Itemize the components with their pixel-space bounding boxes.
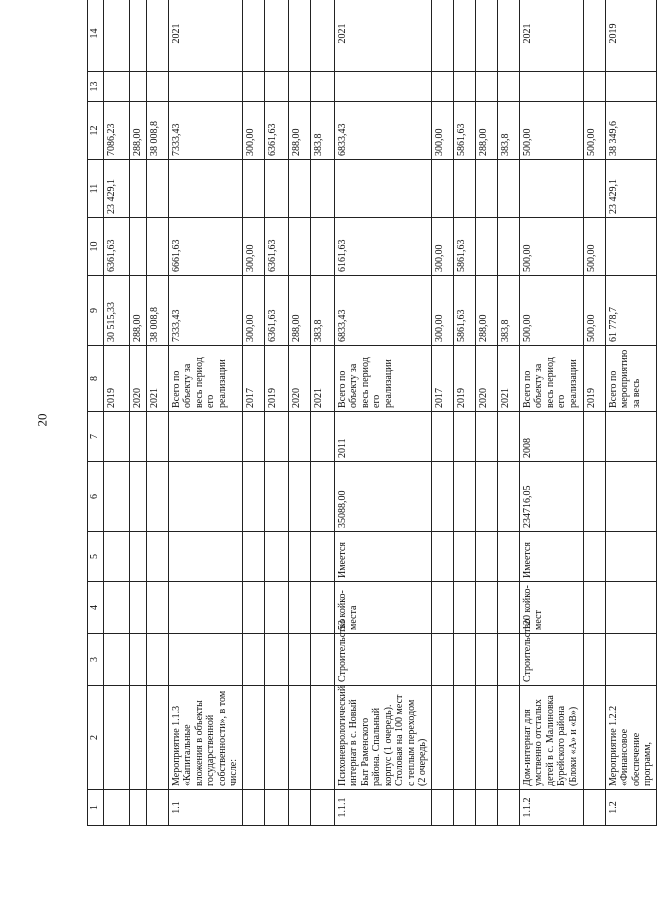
table-cell: 288,00 xyxy=(130,276,147,346)
table-cell xyxy=(310,634,334,686)
table-cell: 2019 xyxy=(583,346,605,412)
table-cell xyxy=(605,412,656,462)
table-cell xyxy=(288,72,310,102)
table-cell: 38 349,6 xyxy=(605,102,656,160)
table-cell: 38 008,8 xyxy=(146,102,168,160)
table-cell xyxy=(104,686,130,790)
table-cell xyxy=(146,634,168,686)
table-row xyxy=(605,0,656,826)
table-cell xyxy=(310,582,334,634)
table-cell xyxy=(310,160,334,218)
table-cell xyxy=(130,218,147,276)
table-cell xyxy=(431,412,453,462)
table-cell xyxy=(168,532,242,582)
table-cell xyxy=(104,0,130,72)
table-cell: 288,00 xyxy=(288,276,310,346)
table-cell: 7086,23 xyxy=(104,102,130,160)
table-cell xyxy=(519,160,583,218)
col-header: 8 xyxy=(88,346,104,412)
table-cell xyxy=(130,0,147,72)
table-cell xyxy=(497,790,519,826)
table-cell xyxy=(453,412,475,462)
table-row xyxy=(146,0,168,826)
table-cell xyxy=(431,0,453,72)
table-cell xyxy=(497,582,519,634)
table-cell xyxy=(104,790,130,826)
rotated-table-container xyxy=(87,23,653,826)
table-cell xyxy=(146,462,168,532)
table-cell xyxy=(130,582,147,634)
table-cell xyxy=(168,582,242,634)
table-cell xyxy=(431,462,453,532)
table-cell xyxy=(497,160,519,218)
table-cell xyxy=(168,634,242,686)
table-cell: 288,00 xyxy=(288,102,310,160)
table-cell: 5861,63 xyxy=(453,218,475,276)
table-cell xyxy=(104,582,130,634)
table-cell: 2017 xyxy=(242,346,264,412)
table-cell xyxy=(146,412,168,462)
table-cell xyxy=(453,790,475,826)
table-cell xyxy=(583,582,605,634)
table-cell: 53 койко-места xyxy=(334,582,431,634)
table-cell xyxy=(242,686,264,790)
table-cell xyxy=(431,160,453,218)
table-cell xyxy=(453,462,475,532)
table-cell xyxy=(264,582,288,634)
table-cell xyxy=(431,532,453,582)
col-header: 11 xyxy=(88,160,104,218)
table-cell: 383,8 xyxy=(310,102,334,160)
table-cell: 2019 xyxy=(453,346,475,412)
table-cell: 2021 xyxy=(334,0,431,72)
table-cell xyxy=(242,72,264,102)
table-cell: 35088,00 xyxy=(334,462,431,532)
table-cell xyxy=(497,686,519,790)
table-cell: 120 койко-мест xyxy=(519,582,583,634)
table-cell xyxy=(168,412,242,462)
table-cell: 383,8 xyxy=(497,276,519,346)
table-row xyxy=(104,0,130,826)
col-header: 3 xyxy=(88,634,104,686)
table-row xyxy=(431,0,453,826)
table-cell: 6833,43 xyxy=(334,276,431,346)
table-cell xyxy=(310,72,334,102)
table-cell xyxy=(242,412,264,462)
table-cell: 300,00 xyxy=(431,102,453,160)
table-cell: 23 429,1 xyxy=(605,160,656,218)
table-row xyxy=(497,0,519,826)
table-cell xyxy=(242,634,264,686)
table-cell: 1.1.1 xyxy=(334,790,431,826)
table-row xyxy=(453,0,475,826)
table-row xyxy=(583,0,605,826)
table-cell: 500,00 xyxy=(583,218,605,276)
table-cell: Всего по объекту за весь период его реализации xyxy=(168,346,242,412)
table-cell xyxy=(242,160,264,218)
table-cell xyxy=(242,532,264,582)
table-cell: 2021 xyxy=(519,0,583,72)
table-cell xyxy=(497,72,519,102)
table-cell xyxy=(242,790,264,826)
table-cell xyxy=(264,532,288,582)
table-cell xyxy=(310,0,334,72)
table-cell: 2008 xyxy=(519,412,583,462)
table-cell xyxy=(475,462,497,532)
col-header: 13 xyxy=(88,72,104,102)
table-cell xyxy=(146,790,168,826)
table-cell xyxy=(605,72,656,102)
table-cell xyxy=(583,462,605,532)
table-cell xyxy=(431,634,453,686)
table-cell xyxy=(475,160,497,218)
table-cell xyxy=(310,532,334,582)
table-cell: 6361,63 xyxy=(264,102,288,160)
table-cell xyxy=(264,462,288,532)
table-cell: 500,00 xyxy=(583,102,605,160)
table-cell xyxy=(310,462,334,532)
table-cell xyxy=(146,218,168,276)
table-cell xyxy=(583,686,605,790)
table-cell xyxy=(130,686,147,790)
table-cell xyxy=(475,582,497,634)
table-cell: 23 429,1 xyxy=(104,160,130,218)
table-cell: Имеется xyxy=(334,532,431,582)
table-cell: Психоневрологический интернат в с. Новый Быт Раменского района. Спальный корпус (1 очередь). Столовая на 100 мест с теплым переходом (2 очередь) xyxy=(334,686,431,790)
table-cell: 500,00 xyxy=(519,102,583,160)
col-header: 5 xyxy=(88,532,104,582)
table-cell: 2017 xyxy=(431,346,453,412)
table-cell: 7333,43 xyxy=(168,276,242,346)
table-cell: 6361,63 xyxy=(264,218,288,276)
table-row xyxy=(334,0,431,826)
table-cell xyxy=(168,72,242,102)
table-cell xyxy=(605,462,656,532)
table-cell: 1.1 xyxy=(168,790,242,826)
table-cell xyxy=(497,218,519,276)
table-cell xyxy=(497,462,519,532)
table-cell xyxy=(104,634,130,686)
table-cell xyxy=(475,412,497,462)
table-cell: 6833,43 xyxy=(334,102,431,160)
table-cell: 234716,05 xyxy=(519,462,583,532)
table-cell xyxy=(475,218,497,276)
table-cell: Строительство xyxy=(334,634,431,686)
table-cell: 300,00 xyxy=(431,218,453,276)
page-number: 20 xyxy=(34,413,50,427)
table-cell xyxy=(497,412,519,462)
table-cell xyxy=(453,160,475,218)
table-cell xyxy=(288,790,310,826)
table-cell xyxy=(242,462,264,532)
table-cell: 500,00 xyxy=(519,218,583,276)
table-cell xyxy=(431,72,453,102)
table-row xyxy=(519,0,583,826)
table-cell xyxy=(583,412,605,462)
table-cell xyxy=(605,582,656,634)
table-cell: 300,00 xyxy=(242,102,264,160)
table-cell xyxy=(605,218,656,276)
col-header: 1 xyxy=(88,790,104,826)
table-cell: 6161,63 xyxy=(334,218,431,276)
table-cell xyxy=(453,582,475,634)
table-cell: 2019 xyxy=(104,346,130,412)
table-cell xyxy=(497,532,519,582)
table-cell xyxy=(288,412,310,462)
table-cell: 6661,63 xyxy=(168,218,242,276)
table-cell xyxy=(168,160,242,218)
table-cell xyxy=(242,582,264,634)
table-cell: 5861,63 xyxy=(453,276,475,346)
table-row xyxy=(130,0,147,826)
table-cell xyxy=(146,532,168,582)
table-cell xyxy=(310,790,334,826)
table-row xyxy=(475,0,497,826)
table-cell xyxy=(264,686,288,790)
table-cell xyxy=(583,532,605,582)
table-cell xyxy=(453,686,475,790)
table-cell: 2021 xyxy=(168,0,242,72)
col-header: 10 xyxy=(88,218,104,276)
table-cell xyxy=(310,686,334,790)
table-body xyxy=(104,0,657,826)
table-cell: 30 515,33 xyxy=(104,276,130,346)
table-cell xyxy=(583,790,605,826)
table-cell xyxy=(497,0,519,72)
table-row xyxy=(168,0,242,826)
table-cell xyxy=(453,634,475,686)
table-cell xyxy=(104,72,130,102)
table-cell xyxy=(130,72,147,102)
table-cell xyxy=(605,532,656,582)
table-cell xyxy=(288,160,310,218)
table-cell: 5861,63 xyxy=(453,102,475,160)
table-cell: 300,00 xyxy=(242,218,264,276)
table-cell xyxy=(130,790,147,826)
table-cell: 1.2 xyxy=(605,790,656,826)
table-cell xyxy=(288,0,310,72)
table-cell: 383,8 xyxy=(497,102,519,160)
table-cell xyxy=(475,532,497,582)
table-cell xyxy=(310,412,334,462)
table-cell xyxy=(288,686,310,790)
table-cell xyxy=(475,686,497,790)
table-cell: 2011 xyxy=(334,412,431,462)
table-cell xyxy=(264,0,288,72)
col-header: 4 xyxy=(88,582,104,634)
table-cell: Мероприятие 1.2.2 «Финансовое обеспечение программ, xyxy=(605,686,656,790)
table-cell: Дом-интернат для умственно отсталых детей в с. Малиновка Бурейского района (Блоки «А» и «В») xyxy=(519,686,583,790)
table-cell xyxy=(288,218,310,276)
table-cell xyxy=(104,462,130,532)
table-cell xyxy=(475,634,497,686)
table-cell: 61 778,7 xyxy=(605,276,656,346)
table-cell xyxy=(475,0,497,72)
table-cell xyxy=(583,72,605,102)
table-cell: 288,00 xyxy=(475,102,497,160)
table-cell xyxy=(130,412,147,462)
header-row xyxy=(88,0,104,826)
table-cell: 288,00 xyxy=(475,276,497,346)
table-row xyxy=(242,0,264,826)
table-cell xyxy=(475,790,497,826)
table-cell xyxy=(310,218,334,276)
table-row xyxy=(288,0,310,826)
table-cell xyxy=(431,790,453,826)
table-cell xyxy=(130,634,147,686)
table-cell: 383,8 xyxy=(310,276,334,346)
table-cell xyxy=(431,582,453,634)
table-cell xyxy=(146,72,168,102)
table-cell: Всего по объекту за весь период его реализации xyxy=(519,346,583,412)
col-header: 2 xyxy=(88,686,104,790)
table-cell: 500,00 xyxy=(583,276,605,346)
table-row xyxy=(310,0,334,826)
table-cell xyxy=(583,634,605,686)
table-cell: 2021 xyxy=(497,346,519,412)
table-cell xyxy=(130,462,147,532)
table-cell xyxy=(264,790,288,826)
table-cell xyxy=(104,412,130,462)
col-header: 7 xyxy=(88,412,104,462)
budget-table xyxy=(87,0,657,826)
table-cell xyxy=(264,160,288,218)
table-cell xyxy=(583,0,605,72)
table-cell: 300,00 xyxy=(242,276,264,346)
table-cell xyxy=(146,0,168,72)
table-cell xyxy=(288,582,310,634)
table-cell xyxy=(497,634,519,686)
table-cell xyxy=(146,686,168,790)
col-header: 14 xyxy=(88,0,104,72)
table-cell xyxy=(431,686,453,790)
table-cell: 2019 xyxy=(605,0,656,72)
table-cell xyxy=(168,462,242,532)
table-cell xyxy=(104,532,130,582)
table-cell: 500,00 xyxy=(519,276,583,346)
table-cell xyxy=(288,634,310,686)
table-cell xyxy=(334,160,431,218)
table-cell: 2020 xyxy=(288,346,310,412)
table-cell xyxy=(146,582,168,634)
table-cell: 2020 xyxy=(130,346,147,412)
col-header: 12 xyxy=(88,102,104,160)
table-cell xyxy=(334,72,431,102)
table-cell: 288,00 xyxy=(130,102,147,160)
table-cell xyxy=(519,72,583,102)
table-cell xyxy=(453,532,475,582)
table-row xyxy=(264,0,288,826)
table-cell xyxy=(264,412,288,462)
table-cell: 2019 xyxy=(264,346,288,412)
table-cell: 7333,43 xyxy=(168,102,242,160)
table-cell: 38 008,8 xyxy=(146,276,168,346)
table-cell: 2020 xyxy=(475,346,497,412)
table-cell: 2021 xyxy=(146,346,168,412)
table-cell: 1.1.2 xyxy=(519,790,583,826)
table-cell xyxy=(242,0,264,72)
table-cell: 300,00 xyxy=(431,276,453,346)
table-cell xyxy=(130,532,147,582)
table-cell xyxy=(264,634,288,686)
table-cell: Всего по объекту за весь период его реализации xyxy=(334,346,431,412)
table-cell: Мероприятие 1.1.3 «Капитальные вложения в объекты государственной собственности», в том числе: xyxy=(168,686,242,790)
table-cell xyxy=(288,532,310,582)
table-cell: Имеется xyxy=(519,532,583,582)
col-header: 9 xyxy=(88,276,104,346)
table-cell xyxy=(146,160,168,218)
table-cell xyxy=(453,72,475,102)
table-cell: 2021 xyxy=(310,346,334,412)
table-cell xyxy=(453,0,475,72)
table-cell xyxy=(130,160,147,218)
table-cell: 6361,63 xyxy=(104,218,130,276)
table-cell xyxy=(264,72,288,102)
table-cell: 6361,63 xyxy=(264,276,288,346)
table-cell xyxy=(288,462,310,532)
table-cell xyxy=(475,72,497,102)
table-cell xyxy=(605,634,656,686)
table-cell xyxy=(583,160,605,218)
col-header: 6 xyxy=(88,462,104,532)
table-cell: Всего по мероприятию за весь xyxy=(605,346,656,412)
table-cell: Строительство xyxy=(519,634,583,686)
